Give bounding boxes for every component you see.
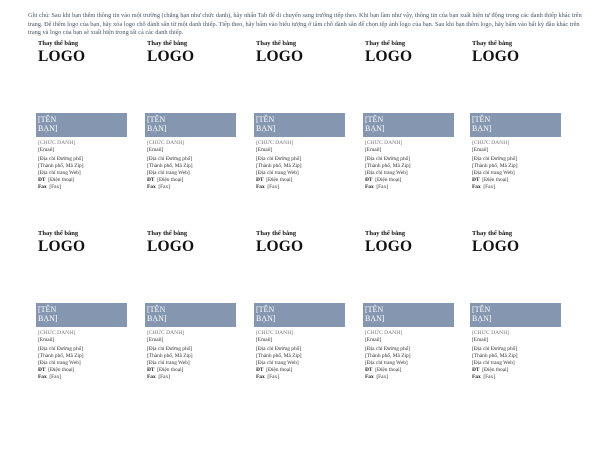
fax-field[interactable]: [Fax] (49, 183, 62, 190)
logo-placeholder-caption: Thay thế bằng (256, 230, 297, 237)
business-card[interactable] (462, 200, 556, 380)
name-line-2: BẠN] (38, 314, 58, 323)
logo-placeholder-caption: Thay thế bằng (147, 40, 188, 47)
contact-info (147, 330, 237, 381)
name-field[interactable] (363, 113, 454, 137)
phone-label: ĐT (256, 366, 264, 373)
city-zip-field[interactable]: [Thành phố, Mã Zip] (256, 352, 302, 359)
job-title-field[interactable]: [CHỨC DANH] (256, 330, 294, 336)
phone-label: ĐT (147, 366, 155, 373)
website-field[interactable]: [Địa chỉ trang Web] (256, 169, 299, 176)
phone-label: ĐT (472, 176, 480, 183)
phone-field[interactable]: [Điện thoại] (375, 366, 402, 373)
fax-field[interactable]: [Fax] (483, 373, 496, 380)
phone-row (256, 177, 346, 184)
name-field[interactable] (36, 113, 127, 137)
fax-row (147, 184, 237, 191)
website-field[interactable]: [Địa chỉ trang Web] (38, 169, 81, 176)
fax-row (365, 184, 455, 191)
phone-field[interactable]: [Điện thoại] (482, 176, 509, 183)
logo-placeholder[interactable]: LOGO (38, 48, 86, 65)
fax-label: Fax (472, 373, 481, 380)
logo-placeholder-caption: Thay thế bằng (365, 40, 406, 47)
address-field[interactable]: [Địa chỉ Đường phố] (256, 155, 302, 162)
name-line-1: [TÊN (365, 305, 384, 314)
contact-info (472, 140, 562, 191)
city-zip-field[interactable]: [Thành phố, Mã Zip] (472, 162, 518, 169)
address-field[interactable]: [Địa chỉ Đường phố] (472, 345, 518, 352)
website-field[interactable]: [Địa chỉ trang Web] (256, 359, 299, 366)
phone-field[interactable]: [Điện thoại] (157, 176, 184, 183)
logo-placeholder-caption: Thay thế bằng (147, 230, 188, 237)
address-field[interactable]: [Địa chỉ Đường phố] (365, 155, 411, 162)
fax-row (256, 374, 346, 381)
phone-row (365, 177, 455, 184)
address-field[interactable]: [Địa chỉ Đường phố] (147, 345, 193, 352)
phone-label: ĐT (365, 366, 373, 373)
fax-label: Fax (256, 183, 265, 190)
city-zip-field[interactable]: [Thành phố, Mã Zip] (365, 162, 411, 169)
email-field[interactable]: [Email] (365, 146, 382, 153)
name-field[interactable] (145, 303, 236, 327)
fax-field[interactable]: [Fax] (158, 373, 171, 380)
name-line-2: BẠN] (472, 124, 492, 133)
phone-field[interactable]: [Điện thoại] (482, 366, 509, 373)
logo-placeholder-caption: Thay thế bằng (472, 230, 513, 237)
job-title-field[interactable]: [CHỨC DANH] (147, 330, 185, 336)
city-zip-field[interactable]: [Thành phố, Mã Zip] (38, 352, 84, 359)
business-card[interactable] (355, 10, 449, 190)
logo-placeholder[interactable]: LOGO (472, 238, 520, 255)
address-field[interactable]: [Địa chỉ Đường phố] (256, 345, 302, 352)
phone-row (256, 367, 346, 374)
address-field[interactable]: [Địa chỉ Đường phố] (365, 345, 411, 352)
email-field[interactable]: [Email] (38, 146, 55, 153)
name-line-2: BẠN] (147, 314, 167, 323)
email-field[interactable]: [Email] (256, 336, 273, 343)
phone-field[interactable]: [Điện thoại] (375, 176, 402, 183)
logo-placeholder[interactable]: LOGO (256, 48, 304, 65)
logo-placeholder-caption: Thay thế bằng (38, 40, 79, 47)
business-card[interactable] (28, 200, 122, 380)
city-zip-field[interactable]: [Thành phố, Mã Zip] (365, 352, 411, 359)
job-title-field[interactable]: [CHỨC DANH] (147, 140, 185, 146)
email-field[interactable]: [Email] (147, 336, 164, 343)
fax-label: Fax (147, 373, 156, 380)
website-field[interactable]: [Địa chỉ trang Web] (38, 359, 81, 366)
email-field[interactable]: [Email] (256, 146, 273, 153)
fax-row (256, 184, 346, 191)
phone-field[interactable]: [Điện thoại] (48, 366, 75, 373)
fax-row (147, 374, 237, 381)
name-line-1: [TÊN (38, 305, 57, 314)
job-title-field[interactable]: [CHỨC DANH] (38, 330, 76, 336)
name-line-1: [TÊN (365, 115, 384, 124)
phone-row (147, 177, 237, 184)
logo-placeholder-caption: Thay thế bằng (365, 230, 406, 237)
name-line-2: BẠN] (147, 124, 167, 133)
business-card[interactable] (246, 10, 340, 190)
fax-label: Fax (256, 373, 265, 380)
instruction-note: Ghi chú: Sau khi bạn thêm thông tin vào một trường (chẳng hạn như chức danh), hãy nhấn Tab để di chuyển sang trường tiếp theo. Khi bạn làm như vậy, thông tin của bạn xuất hiện tự động trong các danh thiếp khác trên trang. Để thêm logo của bạn, hãy xóa logo chỗ dành sẵn từ một danh thiếp. Tiếp theo, hãy bấm vào biểu tượng ở tâm chỗ dành sẵn để chọn tệp ảnh logo của bạn. Sau khi bạn thêm logo, hãy bấm vào bất kỳ đâu khác trên trang và logo của bạn sẽ xuất hiện trong tất cả các danh thiếp. (28, 12, 582, 37)
name-line-2: BẠN] (38, 124, 58, 133)
business-card[interactable] (246, 200, 340, 380)
logo-placeholder-caption: Thay thế bằng (38, 230, 79, 237)
name-field[interactable] (470, 113, 561, 137)
fax-field[interactable]: [Fax] (267, 183, 280, 190)
business-card[interactable] (28, 10, 122, 190)
job-title-field[interactable]: [CHỨC DANH] (38, 140, 76, 146)
phone-label: ĐT (38, 366, 46, 373)
job-title-field[interactable]: [CHỨC DANH] (365, 140, 403, 146)
name-line-1: [TÊN (147, 115, 166, 124)
name-line-1: [TÊN (472, 305, 491, 314)
email-field[interactable]: [Email] (472, 336, 489, 343)
contact-info (472, 330, 562, 381)
fax-label: Fax (147, 183, 156, 190)
address-field[interactable]: [Địa chỉ Đường phố] (38, 345, 84, 352)
phone-field[interactable]: [Điện thoại] (157, 366, 184, 373)
fax-label: Fax (365, 183, 374, 190)
email-field[interactable]: [Email] (147, 146, 164, 153)
phone-field[interactable]: [Điện thoại] (266, 366, 293, 373)
fax-row (38, 184, 128, 191)
contact-info (147, 140, 237, 191)
name-field[interactable] (145, 113, 236, 137)
phone-field[interactable]: [Điện thoại] (48, 176, 75, 183)
phone-row (38, 177, 128, 184)
name-line-2: BẠN] (256, 314, 276, 323)
phone-row (38, 367, 128, 374)
contact-info (365, 140, 455, 191)
business-card[interactable] (462, 10, 556, 190)
website-field[interactable]: [Địa chỉ trang Web] (472, 359, 515, 366)
name-line-1: [TÊN (256, 305, 275, 314)
logo-placeholder-caption: Thay thế bằng (472, 40, 513, 47)
fax-field[interactable]: [Fax] (158, 183, 171, 190)
business-card[interactable] (355, 200, 449, 380)
fax-field[interactable]: [Fax] (376, 183, 389, 190)
phone-label: ĐT (38, 176, 46, 183)
city-zip-field[interactable]: [Thành phố, Mã Zip] (38, 162, 84, 169)
business-card[interactable] (137, 200, 231, 380)
contact-info (365, 330, 455, 381)
phone-label: ĐT (365, 176, 373, 183)
phone-label: ĐT (256, 176, 264, 183)
email-field[interactable]: [Email] (472, 146, 489, 153)
phone-field[interactable]: [Điện thoại] (266, 176, 293, 183)
city-zip-field[interactable]: [Thành phố, Mã Zip] (472, 352, 518, 359)
fax-label: Fax (365, 373, 374, 380)
fax-field[interactable]: [Fax] (267, 373, 280, 380)
fax-row (472, 184, 562, 191)
email-field[interactable]: [Email] (365, 336, 382, 343)
name-line-2: BẠN] (472, 314, 492, 323)
name-line-1: [TÊN (472, 115, 491, 124)
fax-label: Fax (472, 183, 481, 190)
city-zip-field[interactable]: [Thành phố, Mã Zip] (147, 162, 193, 169)
name-field[interactable] (36, 303, 127, 327)
address-field[interactable]: [Địa chỉ Đường phố] (147, 155, 193, 162)
website-field[interactable]: [Địa chỉ trang Web] (147, 169, 190, 176)
job-title-field[interactable]: [CHỨC DANH] (472, 330, 510, 336)
job-title-field[interactable]: [CHỨC DANH] (472, 140, 510, 146)
name-line-1: [TÊN (38, 115, 57, 124)
website-field[interactable]: [Địa chỉ trang Web] (365, 169, 408, 176)
phone-label: ĐT (472, 366, 480, 373)
name-field[interactable] (470, 303, 561, 327)
logo-placeholder[interactable]: LOGO (147, 48, 195, 65)
fax-field[interactable]: [Fax] (49, 373, 62, 380)
phone-row (365, 367, 455, 374)
name-field[interactable] (254, 303, 345, 327)
phone-row (472, 367, 562, 374)
fax-field[interactable]: [Fax] (376, 373, 389, 380)
contact-info (256, 140, 346, 191)
website-field[interactable]: [Địa chỉ trang Web] (365, 359, 408, 366)
fax-label: Fax (38, 183, 47, 190)
address-field[interactable]: [Địa chỉ Đường phố] (38, 155, 84, 162)
contact-info (38, 330, 128, 381)
phone-row (472, 177, 562, 184)
contact-info (38, 140, 128, 191)
contact-info (256, 330, 346, 381)
city-zip-field[interactable]: [Thành phố, Mã Zip] (147, 352, 193, 359)
name-line-1: [TÊN (147, 305, 166, 314)
job-title-field[interactable]: [CHỨC DANH] (365, 330, 403, 336)
fax-row (38, 374, 128, 381)
logo-placeholder[interactable]: LOGO (147, 238, 195, 255)
website-field[interactable]: [Địa chỉ trang Web] (472, 169, 515, 176)
logo-placeholder[interactable]: LOGO (365, 48, 413, 65)
phone-label: ĐT (147, 176, 155, 183)
fax-row (365, 374, 455, 381)
phone-row (147, 367, 237, 374)
name-line-2: BẠN] (365, 124, 385, 133)
business-card[interactable] (137, 10, 231, 190)
email-field[interactable]: [Email] (38, 336, 55, 343)
fax-label: Fax (38, 373, 47, 380)
name-line-2: BẠN] (256, 124, 276, 133)
website-field[interactable]: [Địa chỉ trang Web] (147, 359, 190, 366)
name-line-1: [TÊN (256, 115, 275, 124)
fax-field[interactable]: [Fax] (483, 183, 496, 190)
logo-placeholder[interactable]: LOGO (38, 238, 86, 255)
job-title-field[interactable]: [CHỨC DANH] (256, 140, 294, 146)
logo-placeholder[interactable]: LOGO (256, 238, 304, 255)
name-line-2: BẠN] (365, 314, 385, 323)
name-field[interactable] (363, 303, 454, 327)
name-field[interactable] (254, 113, 345, 137)
logo-placeholder[interactable]: LOGO (472, 48, 520, 65)
city-zip-field[interactable]: [Thành phố, Mã Zip] (256, 162, 302, 169)
logo-placeholder-caption: Thay thế bằng (256, 40, 297, 47)
logo-placeholder[interactable]: LOGO (365, 238, 413, 255)
fax-row (472, 374, 562, 381)
address-field[interactable]: [Địa chỉ Đường phố] (472, 155, 518, 162)
